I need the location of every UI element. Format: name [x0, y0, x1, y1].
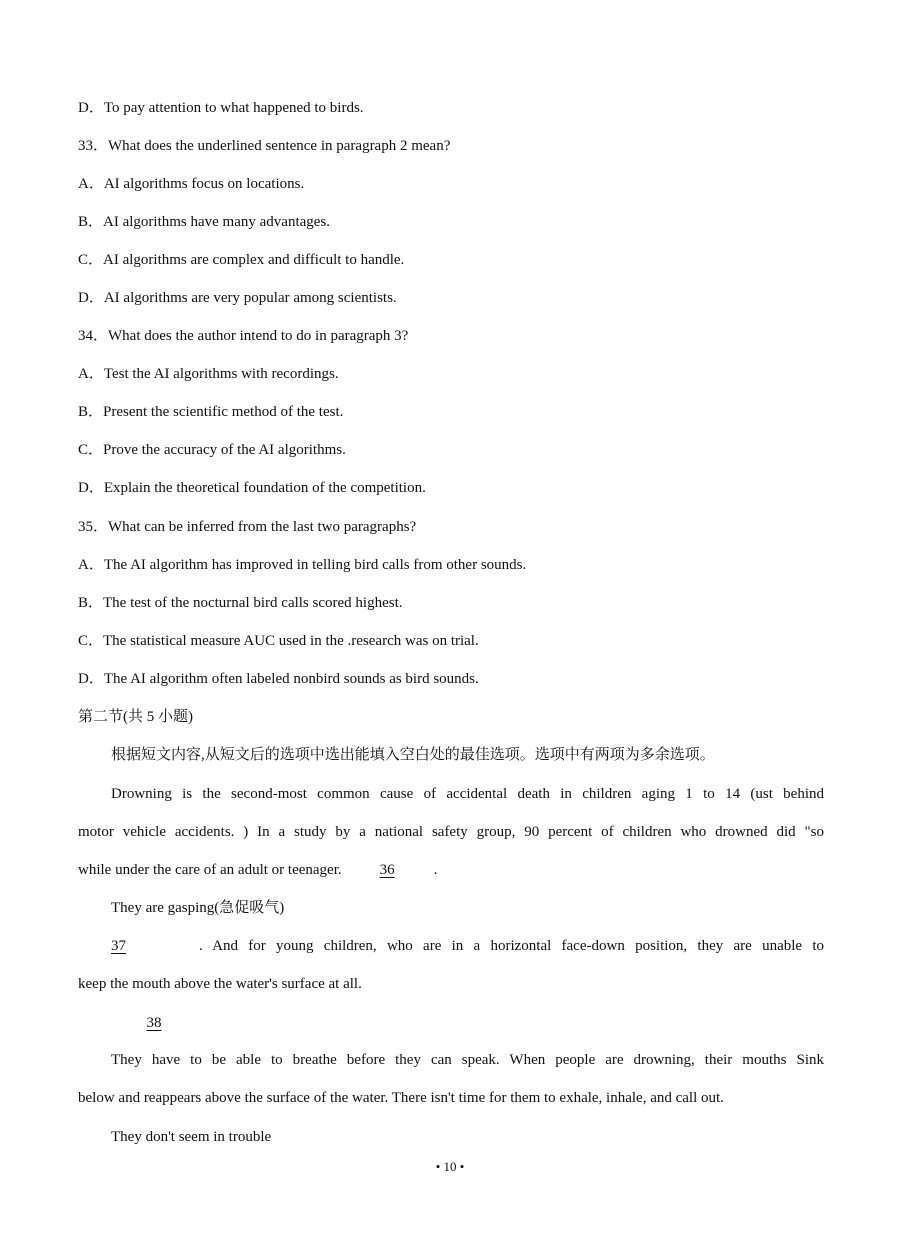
- section-heading: 第二节(共 5 小题): [78, 709, 193, 725]
- paragraph2-line1: [111, 936, 824, 956]
- q33-option-a: A．AI algorithms focus on locations.: [78, 176, 305, 192]
- paragraph2-line2: keep the mouth above the water's surface at all.: [78, 976, 362, 992]
- q33-option-b: B．AI algorithms have many advantages.: [78, 214, 331, 230]
- section-instruction: 根据短文内容,从短文后的选项中选出能填入空白处的最佳选项。选项中有两项为多余选项。: [111, 747, 715, 763]
- q33-stem: 33．What does the underlined sentence in paragraph 2 mean?: [78, 138, 451, 154]
- paragraph1-line1: Drowning is the second-most common cause of accidental death in children aging 1 to 14 (ust behind: [111, 786, 824, 802]
- paragraph1-line3-text: while under the care of an adult or teenager.: [78, 862, 342, 878]
- paragraph1-line2: motor vehicle accidents. ) In a study by a national safety group, 90 percent of children who drowned did "so: [78, 824, 824, 840]
- blank-38: 38: [146, 1015, 162, 1031]
- q35-stem: 35．What can be inferred from the last two paragraphs?: [78, 519, 417, 535]
- q35-option-a: A．The AI algorithm has improved in telling bird calls from other sounds.: [78, 557, 527, 573]
- subheading-gasping: They are gasping(急促吸气): [111, 900, 285, 916]
- blank-37: 37: [111, 938, 126, 954]
- q34-option-c: C．Prove the accuracy of the AI algorithms.: [78, 442, 346, 458]
- paragraph1-line3: [78, 860, 437, 880]
- paragraph2-line1-text: . And for young children, who are in a horizontal face-down position, they are unable to: [199, 938, 824, 954]
- q35-option-b: B．The test of the nocturnal bird calls scored highest.: [78, 595, 403, 611]
- q35-option-d: D．The AI algorithm often labeled nonbird sounds as bird sounds.: [78, 671, 479, 687]
- q33-option-d: D．AI algorithms are very popular among scientists.: [78, 290, 397, 306]
- blank-36: 36: [379, 862, 395, 878]
- q32-option-d: D．To pay attention to what happened to birds.: [78, 100, 364, 116]
- page-number: • 10 •: [435, 1159, 465, 1174]
- paragraph3-line2: below and reappears above the surface of the water. There isn't time for them to exhale, inhale, and call out.: [78, 1090, 724, 1106]
- blank-38-line: [111, 1013, 197, 1033]
- subheading-not-in-trouble: They don't seem in trouble: [111, 1129, 272, 1145]
- q34-option-a: A．Test the AI algorithms with recordings.: [78, 366, 339, 382]
- q34-option-b: B．Present the scientific method of the test.: [78, 404, 344, 420]
- q34-option-d: D．Explain the theoretical foundation of the competition.: [78, 480, 426, 496]
- q33-option-c: C．AI algorithms are complex and difficult to handle.: [78, 252, 405, 268]
- q34-stem: 34．What does the author intend to do in paragraph 3?: [78, 328, 409, 344]
- paragraph1-end-period: .: [433, 862, 438, 878]
- paragraph3-line1: They have to be able to breathe before they can speak. When people are drowning, their mouths Sink: [111, 1052, 824, 1068]
- q35-option-c: C．The statistical measure AUC used in the .research was on trial.: [78, 633, 479, 649]
